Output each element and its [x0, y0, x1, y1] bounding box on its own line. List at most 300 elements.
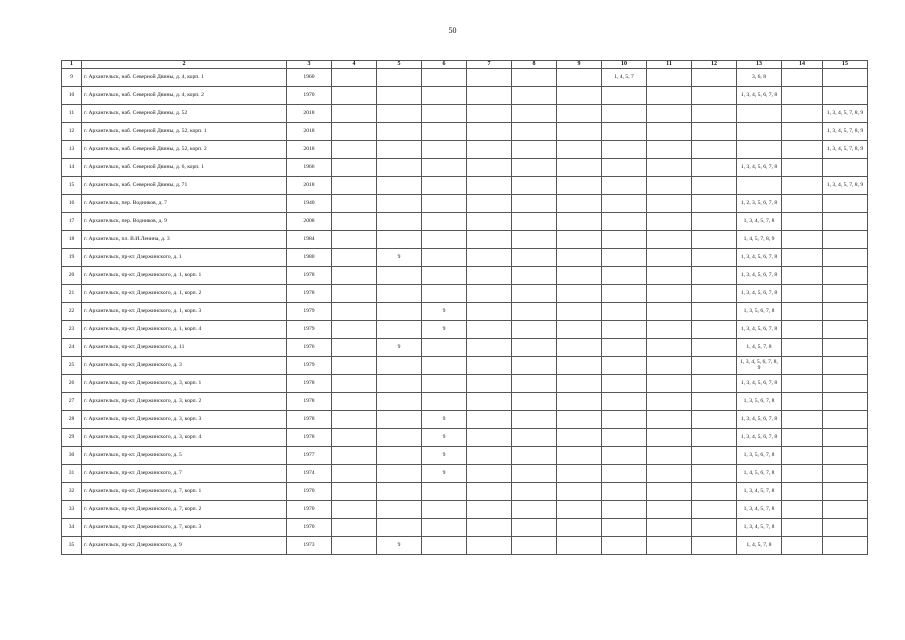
- col15-cell: 1, 3, 4, 5, 7, 8, 9: [823, 140, 868, 158]
- col12-cell: [692, 356, 737, 374]
- col12-cell: [692, 266, 737, 284]
- col11-cell: [647, 320, 692, 338]
- col5-cell: [377, 428, 422, 446]
- row-number-cell: 18: [62, 230, 82, 248]
- row-number-cell: 29: [62, 428, 82, 446]
- row-number-cell: 17: [62, 212, 82, 230]
- col10-cell: [602, 320, 647, 338]
- col13-cell: 1, 3, 4, 5, 6, 7, 8: [737, 284, 782, 302]
- row-number-cell: 30: [62, 446, 82, 464]
- row-number-cell: 22: [62, 302, 82, 320]
- col8-cell: [512, 374, 557, 392]
- col5-cell: [377, 104, 422, 122]
- year-cell: 1940: [287, 194, 332, 212]
- col12-cell: [692, 464, 737, 482]
- col13-cell: 1, 3, 5, 6, 7, 8: [737, 446, 782, 464]
- address-cell: г. Архангельск, пр-кт. Дзержинского, д. 1, корп. 4: [82, 320, 287, 338]
- col8-cell: [512, 266, 557, 284]
- col9-cell: [557, 320, 602, 338]
- address-cell: г. Архангельск, пр-кт. Дзержинского, д. 3, корп. 1: [82, 374, 287, 392]
- col9-cell: [557, 230, 602, 248]
- table-row: [62, 86, 868, 104]
- col13-cell: 1, 3, 5, 6, 7, 8: [737, 302, 782, 320]
- col4-cell: [332, 410, 377, 428]
- col6-cell: 9: [422, 464, 467, 482]
- col4-cell: [332, 338, 377, 356]
- col15-cell: 1, 3, 4, 5, 7, 8, 9: [823, 122, 868, 140]
- col4-cell: [332, 320, 377, 338]
- col8-cell: [512, 446, 557, 464]
- col4-cell: [332, 266, 377, 284]
- col13-cell: 1, 3, 4, 5, 7, 8: [737, 482, 782, 500]
- col7-cell: [467, 338, 512, 356]
- col6-cell: [422, 68, 467, 86]
- col10-cell: [602, 212, 647, 230]
- row-number-cell: 26: [62, 374, 82, 392]
- row-number-cell: 31: [62, 464, 82, 482]
- col11-cell: [647, 392, 692, 410]
- col8-cell: [512, 338, 557, 356]
- col8-cell: [512, 212, 557, 230]
- col11-cell: [647, 176, 692, 194]
- col7-cell: [467, 536, 512, 554]
- col8-cell: [512, 284, 557, 302]
- col5-cell: [377, 320, 422, 338]
- column-header: 7: [467, 61, 512, 69]
- table-row: [62, 518, 868, 536]
- col7-cell: [467, 212, 512, 230]
- column-header: 5: [377, 61, 422, 69]
- table-row: [62, 284, 868, 302]
- address-cell: г. Архангельск, пр-кт. Дзержинского, д. 3, корп. 3: [82, 410, 287, 428]
- table-row: [62, 410, 868, 428]
- col9-cell: [557, 518, 602, 536]
- col15-cell: [823, 356, 868, 374]
- col12-cell: [692, 320, 737, 338]
- col10-cell: [602, 500, 647, 518]
- column-header: 3: [287, 61, 332, 69]
- col15-cell: [823, 68, 868, 86]
- col4-cell: [332, 374, 377, 392]
- col14-cell: [782, 266, 823, 284]
- col13-cell: [737, 104, 782, 122]
- col7-cell: [467, 140, 512, 158]
- column-header: 15: [823, 61, 868, 69]
- col12-cell: [692, 518, 737, 536]
- col14-cell: [782, 176, 823, 194]
- table-row: [62, 356, 868, 374]
- col8-cell: [512, 536, 557, 554]
- year-cell: 1979: [287, 320, 332, 338]
- col15-cell: [823, 158, 868, 176]
- col7-cell: [467, 518, 512, 536]
- col11-cell: [647, 338, 692, 356]
- col13-cell: 1, 3, 4, 5, 6, 7, 8: [737, 428, 782, 446]
- col11-cell: [647, 428, 692, 446]
- col4-cell: [332, 464, 377, 482]
- col12-cell: [692, 104, 737, 122]
- col8-cell: [512, 302, 557, 320]
- year-cell: 1980: [287, 248, 332, 266]
- col7-cell: [467, 266, 512, 284]
- year-cell: 1974: [287, 464, 332, 482]
- col13-cell: [737, 176, 782, 194]
- col7-cell: [467, 194, 512, 212]
- address-cell: г. Архангельск, пр-кт. Дзержинского, д. 3, корп. 2: [82, 392, 287, 410]
- col4-cell: [332, 482, 377, 500]
- col15-cell: [823, 374, 868, 392]
- col12-cell: [692, 68, 737, 86]
- col9-cell: [557, 266, 602, 284]
- row-number-cell: 23: [62, 320, 82, 338]
- year-cell: 2018: [287, 140, 332, 158]
- col13-cell: 1, 3, 4, 5, 6, 7, 8: [737, 410, 782, 428]
- col14-cell: [782, 320, 823, 338]
- col6-cell: 9: [422, 446, 467, 464]
- col14-cell: [782, 374, 823, 392]
- row-number-cell: 25: [62, 356, 82, 374]
- row-number-cell: 33: [62, 500, 82, 518]
- col10-cell: [602, 428, 647, 446]
- col14-cell: [782, 356, 823, 374]
- column-header: 14: [782, 61, 823, 69]
- address-cell: г. Архангельск, пр-кт. Дзержинского, д. 7, корп. 2: [82, 500, 287, 518]
- col6-cell: 9: [422, 410, 467, 428]
- col14-cell: [782, 410, 823, 428]
- column-header: 13: [737, 61, 782, 69]
- row-number-cell: 27: [62, 392, 82, 410]
- col14-cell: [782, 194, 823, 212]
- table-row: [62, 302, 868, 320]
- col14-cell: [782, 482, 823, 500]
- col15-cell: [823, 464, 868, 482]
- col10-cell: [602, 284, 647, 302]
- col9-cell: [557, 122, 602, 140]
- col6-cell: [422, 248, 467, 266]
- address-cell: г. Архангельск, пр-кт. Дзержинского, д. 1, корп. 2: [82, 284, 287, 302]
- year-cell: 1970: [287, 500, 332, 518]
- year-cell: 1979: [287, 356, 332, 374]
- col4-cell: [332, 284, 377, 302]
- col15-cell: [823, 230, 868, 248]
- address-cell: г. Архангельск, пер. Водников, д. 9: [82, 212, 287, 230]
- year-cell: 1960: [287, 68, 332, 86]
- year-cell: 1978: [287, 284, 332, 302]
- col8-cell: [512, 86, 557, 104]
- col5-cell: [377, 266, 422, 284]
- address-cell: г. Архангельск, пр-кт. Дзержинского, д. 3: [82, 356, 287, 374]
- col14-cell: [782, 68, 823, 86]
- col9-cell: [557, 86, 602, 104]
- col5-cell: [377, 212, 422, 230]
- col10-cell: [602, 374, 647, 392]
- col11-cell: [647, 230, 692, 248]
- col12-cell: [692, 86, 737, 104]
- table-row: [62, 446, 868, 464]
- col8-cell: [512, 68, 557, 86]
- col12-cell: [692, 140, 737, 158]
- col12-cell: [692, 122, 737, 140]
- col6-cell: [422, 86, 467, 104]
- col15-cell: [823, 410, 868, 428]
- col4-cell: [332, 86, 377, 104]
- col4-cell: [332, 140, 377, 158]
- col9-cell: [557, 410, 602, 428]
- row-number-cell: 16: [62, 194, 82, 212]
- col10-cell: [602, 194, 647, 212]
- table-row: [62, 374, 868, 392]
- table-row: [62, 338, 868, 356]
- col8-cell: [512, 122, 557, 140]
- col5-cell: [377, 68, 422, 86]
- col8-cell: [512, 140, 557, 158]
- buildings-table: [61, 60, 868, 555]
- col9-cell: [557, 194, 602, 212]
- col15-cell: [823, 500, 868, 518]
- col7-cell: [467, 122, 512, 140]
- col14-cell: [782, 392, 823, 410]
- col13-cell: 1, 3, 4, 5, 6, 7, 8: [737, 158, 782, 176]
- col5-cell: [377, 518, 422, 536]
- col14-cell: [782, 86, 823, 104]
- col10-cell: [602, 356, 647, 374]
- col13-cell: 1, 3, 4, 5, 6, 7, 8: [737, 266, 782, 284]
- col6-cell: 9: [422, 302, 467, 320]
- col14-cell: [782, 518, 823, 536]
- column-header: 8: [512, 61, 557, 69]
- col6-cell: [422, 176, 467, 194]
- col13-cell: [737, 122, 782, 140]
- table-row: [62, 266, 868, 284]
- address-cell: г. Архангельск, пр-кт. Дзержинского, д. 7: [82, 464, 287, 482]
- table-row: [62, 482, 868, 500]
- col12-cell: [692, 338, 737, 356]
- col7-cell: [467, 284, 512, 302]
- year-cell: 1976: [287, 338, 332, 356]
- column-header: 4: [332, 61, 377, 69]
- col14-cell: [782, 464, 823, 482]
- col10-cell: [602, 122, 647, 140]
- col9-cell: [557, 536, 602, 554]
- col15-cell: [823, 266, 868, 284]
- col11-cell: [647, 68, 692, 86]
- table-row: [62, 140, 868, 158]
- col6-cell: [422, 122, 467, 140]
- col11-cell: [647, 104, 692, 122]
- col8-cell: [512, 230, 557, 248]
- col8-cell: [512, 464, 557, 482]
- column-header: 12: [692, 61, 737, 69]
- col4-cell: [332, 122, 377, 140]
- col6-cell: [422, 518, 467, 536]
- col13-cell: 1, 3, 4, 5, 6, 7, 8: [737, 374, 782, 392]
- col4-cell: [332, 104, 377, 122]
- address-cell: г. Архангельск, наб. Северной Двины, д. 52, корп. 1: [82, 122, 287, 140]
- address-cell: г. Архангельск, пр-кт. Дзержинского, д. 7, корп. 1: [82, 482, 287, 500]
- table-row: [62, 464, 868, 482]
- col12-cell: [692, 374, 737, 392]
- table-row: [62, 392, 868, 410]
- col10-cell: [602, 536, 647, 554]
- address-cell: г. Архангельск, пр-кт. Дзержинского, д. 1: [82, 248, 287, 266]
- col8-cell: [512, 500, 557, 518]
- col7-cell: [467, 464, 512, 482]
- table-row: [62, 212, 868, 230]
- col5-cell: [377, 140, 422, 158]
- col14-cell: [782, 104, 823, 122]
- col13-cell: 1, 3, 4, 5, 7, 8: [737, 212, 782, 230]
- col5-cell: [377, 392, 422, 410]
- row-number-cell: 13: [62, 140, 82, 158]
- col10-cell: [602, 482, 647, 500]
- col4-cell: [332, 536, 377, 554]
- col7-cell: [467, 428, 512, 446]
- col7-cell: [467, 86, 512, 104]
- address-cell: г. Архангельск, пр-кт. Дзержинского, д. 5: [82, 446, 287, 464]
- col15-cell: [823, 446, 868, 464]
- table-row: [62, 194, 868, 212]
- address-cell: г. Архангельск, наб. Северной Двины, д. 52, корп. 2: [82, 140, 287, 158]
- col4-cell: [332, 446, 377, 464]
- col6-cell: 9: [422, 428, 467, 446]
- col9-cell: [557, 140, 602, 158]
- row-number-cell: 12: [62, 122, 82, 140]
- col15-cell: [823, 482, 868, 500]
- col11-cell: [647, 410, 692, 428]
- col6-cell: [422, 536, 467, 554]
- col11-cell: [647, 158, 692, 176]
- col12-cell: [692, 500, 737, 518]
- col5-cell: [377, 464, 422, 482]
- year-cell: 1977: [287, 446, 332, 464]
- col13-cell: 3, 6, 8: [737, 68, 782, 86]
- col9-cell: [557, 338, 602, 356]
- col5-cell: [377, 158, 422, 176]
- col9-cell: [557, 356, 602, 374]
- col15-cell: [823, 536, 868, 554]
- address-cell: г. Архангельск, пр-кт. Дзержинского, д. 3, корп. 4: [82, 428, 287, 446]
- col8-cell: [512, 104, 557, 122]
- address-cell: г. Архангельск, наб. Северной Двины, д. 4, корп. 2: [82, 86, 287, 104]
- col11-cell: [647, 122, 692, 140]
- col13-cell: 1, 3, 4, 5, 6, 7, 8: [737, 86, 782, 104]
- year-cell: 1970: [287, 482, 332, 500]
- address-cell: г. Архангельск, наб. Северной Двины, д. 6, корп. 1: [82, 158, 287, 176]
- col10-cell: [602, 230, 647, 248]
- row-number-cell: 32: [62, 482, 82, 500]
- col9-cell: [557, 212, 602, 230]
- col14-cell: [782, 536, 823, 554]
- col4-cell: [332, 194, 377, 212]
- col8-cell: [512, 356, 557, 374]
- col4-cell: [332, 500, 377, 518]
- col6-cell: [422, 230, 467, 248]
- col13-cell: 1, 3, 4, 5, 6, 7, 8: [737, 320, 782, 338]
- table-row: [62, 500, 868, 518]
- col10-cell: [602, 248, 647, 266]
- col14-cell: [782, 248, 823, 266]
- col6-cell: [422, 284, 467, 302]
- col5-cell: [377, 230, 422, 248]
- col14-cell: [782, 284, 823, 302]
- col15-cell: [823, 194, 868, 212]
- col15-cell: [823, 284, 868, 302]
- col5-cell: [377, 176, 422, 194]
- col15-cell: [823, 86, 868, 104]
- table-row: [62, 158, 868, 176]
- col13-cell: 1, 3, 4, 5, 7, 8: [737, 518, 782, 536]
- col5-cell: 9: [377, 536, 422, 554]
- col5-cell: [377, 284, 422, 302]
- col7-cell: [467, 248, 512, 266]
- col12-cell: [692, 284, 737, 302]
- col9-cell: [557, 464, 602, 482]
- col12-cell: [692, 158, 737, 176]
- row-number-cell: 9: [62, 68, 82, 86]
- col8-cell: [512, 482, 557, 500]
- col8-cell: [512, 320, 557, 338]
- col15-cell: [823, 338, 868, 356]
- address-cell: г. Архангельск, пр-кт. Дзержинского, д. 1, корп. 3: [82, 302, 287, 320]
- year-cell: 1966: [287, 158, 332, 176]
- col7-cell: [467, 482, 512, 500]
- year-cell: 1978: [287, 392, 332, 410]
- year-cell: 1978: [287, 266, 332, 284]
- col7-cell: [467, 176, 512, 194]
- col7-cell: [467, 230, 512, 248]
- col14-cell: [782, 140, 823, 158]
- row-number-cell: 19: [62, 248, 82, 266]
- col13-cell: 1, 4, 5, 6, 7, 8: [737, 464, 782, 482]
- col14-cell: [782, 212, 823, 230]
- col4-cell: [332, 356, 377, 374]
- col14-cell: [782, 446, 823, 464]
- column-number-row: [62, 61, 868, 69]
- col4-cell: [332, 518, 377, 536]
- col14-cell: [782, 500, 823, 518]
- col6-cell: [422, 356, 467, 374]
- col9-cell: [557, 500, 602, 518]
- col6-cell: [422, 338, 467, 356]
- col10-cell: [602, 158, 647, 176]
- col4-cell: [332, 68, 377, 86]
- row-number-cell: 35: [62, 536, 82, 554]
- col11-cell: [647, 500, 692, 518]
- col15-cell: [823, 248, 868, 266]
- col6-cell: [422, 392, 467, 410]
- year-cell: 2018: [287, 176, 332, 194]
- col7-cell: [467, 356, 512, 374]
- col4-cell: [332, 428, 377, 446]
- col9-cell: [557, 284, 602, 302]
- row-number-cell: 14: [62, 158, 82, 176]
- col8-cell: [512, 176, 557, 194]
- column-header: 6: [422, 61, 467, 69]
- col13-cell: 1, 3, 5, 6, 7, 8: [737, 392, 782, 410]
- col11-cell: [647, 140, 692, 158]
- col13-cell: [737, 140, 782, 158]
- row-number-cell: 10: [62, 86, 82, 104]
- col12-cell: [692, 428, 737, 446]
- col8-cell: [512, 158, 557, 176]
- col10-cell: [602, 518, 647, 536]
- year-cell: 1970: [287, 86, 332, 104]
- col5-cell: [377, 356, 422, 374]
- col11-cell: [647, 212, 692, 230]
- col4-cell: [332, 302, 377, 320]
- row-number-cell: 21: [62, 284, 82, 302]
- col9-cell: [557, 68, 602, 86]
